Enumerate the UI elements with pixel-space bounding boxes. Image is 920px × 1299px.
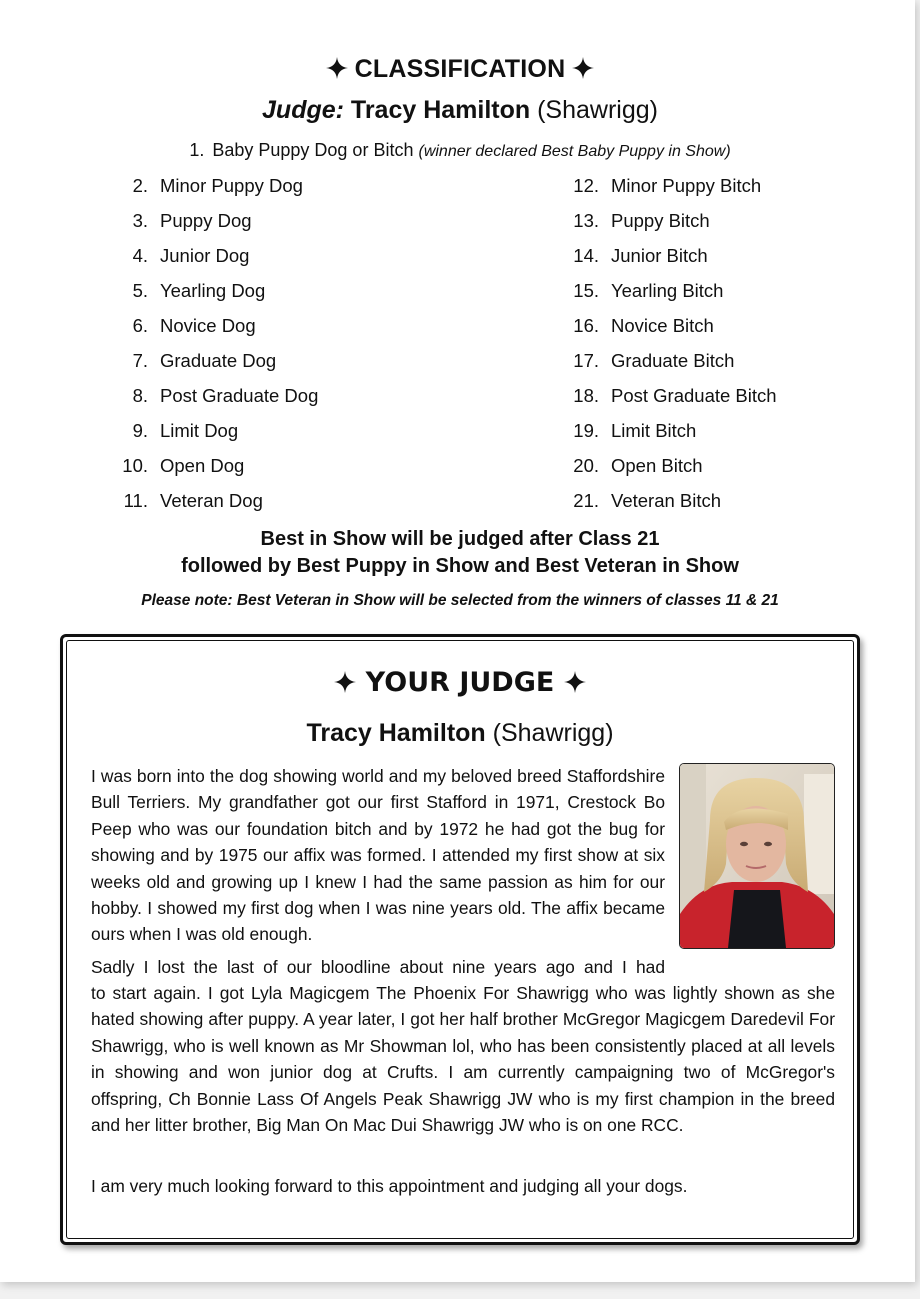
- class-number: 3.: [132, 210, 148, 231]
- class-name: Post Graduate Bitch: [611, 385, 777, 406]
- class-name: Open Dog: [160, 455, 245, 476]
- star-icon: [326, 57, 348, 79]
- class-name: Veteran Dog: [160, 490, 263, 511]
- class-number: 9.: [132, 420, 148, 441]
- class-name: Graduate Bitch: [611, 350, 735, 371]
- class-name: Graduate Dog: [160, 350, 277, 371]
- best-in-show-line-2: followed by Best Puppy in Show and Best Veteran in Show: [181, 555, 739, 577]
- class-name: Yearling Dog: [160, 280, 266, 301]
- class-item: [118, 343, 318, 378]
- class-name: Post Graduate Dog: [160, 385, 319, 406]
- class-item: [563, 308, 777, 343]
- classification-heading-text: CLASSIFICATION: [354, 55, 566, 83]
- class-number: 14.: [573, 245, 599, 266]
- class-name: Novice Bitch: [611, 315, 714, 336]
- class-number: 15.: [573, 280, 599, 301]
- bitch-classes-list: [563, 168, 777, 518]
- class-item: [563, 273, 777, 308]
- class-name: Novice Dog: [160, 315, 256, 336]
- your-judge-heading-text: YOUR JUDGE: [365, 667, 555, 698]
- judge-name: Tracy Hamilton: [306, 719, 486, 747]
- class-name: Puppy Bitch: [611, 210, 710, 231]
- class-item: [563, 168, 777, 203]
- star-icon: [564, 671, 586, 693]
- class-name: Junior Bitch: [611, 245, 708, 266]
- class-item: [563, 448, 777, 483]
- judge-photo: [679, 763, 835, 949]
- judge-bio-paragraph-3: I am very much looking forward to this appointment and judging all your dogs.: [91, 1176, 688, 1196]
- class-number: 18.: [573, 385, 599, 406]
- class-item: [118, 308, 318, 343]
- class-item: [118, 238, 318, 273]
- classification-heading: [0, 55, 920, 84]
- judge-name: Tracy Hamilton: [350, 96, 531, 124]
- judge-bio-paragraph-2-start: Sadly I lost the last of our bloodline about nine years ago and I had: [91, 957, 665, 977]
- class-number: 5.: [132, 280, 148, 301]
- class-item-1: [0, 140, 920, 161]
- classification-judge-line: [0, 96, 920, 125]
- class-item: [563, 483, 777, 518]
- your-judge-name-line: [63, 719, 857, 748]
- class-number: 16.: [573, 315, 599, 336]
- class-item: [118, 378, 318, 413]
- class-number: 7.: [132, 350, 148, 371]
- class-number: 17.: [573, 350, 599, 371]
- judge-bio-paragraph-1: I was born into the dog showing world and my beloved breed Staffordshire Bull Terriers. My grandfather got our first Stafford in 1971, Crestock Bo Peep who was our foundation bitch and by 1972 he had got the bug for showing and by 1975 our affix was formed. I attended my first show at six weeks old and growing up I knew I had the same passion as him for our hobby. I showed my first dog when I was nine years old. The affix became ours when I was old enough.: [91, 766, 665, 945]
- class-number: 8.: [132, 385, 148, 406]
- class-name: Limit Bitch: [611, 420, 697, 441]
- class-name: Veteran Bitch: [611, 490, 722, 511]
- class-item: [118, 203, 318, 238]
- class-number: 11.: [123, 490, 148, 511]
- class-number: 19.: [573, 420, 599, 441]
- class-name: Yearling Bitch: [611, 280, 724, 301]
- class-item: [563, 413, 777, 448]
- class-number: 13.: [573, 210, 599, 231]
- class-item: [563, 378, 777, 413]
- class-item: [563, 203, 777, 238]
- judge-bio-paragraph-2: to start again. I got Lyla Magicgem The Phoenix For Shawrigg who was lightly shown as she hated showing after puppy. A year later, I got her half brother McGregor Magicgem Daredevil For Shawrigg, who is well known as Mr Showman lol, who has been consistently placed at all levels in showing and won junior dog at Crufts. I am currently campaigning two of McGregor's offspring, Ch Bonnie Lass Of Angels Peak Shawrigg JW who is my first champion in the breed and her litter brother, Big Man On Mac Dui Shawrigg JW who is on one RCC.: [91, 983, 835, 1136]
- class-name: Baby Puppy Dog or Bitch: [212, 140, 414, 160]
- class-name: Puppy Dog: [160, 210, 252, 231]
- your-judge-panel: [60, 634, 860, 1245]
- class-item: [118, 273, 318, 308]
- class-number: 2.: [132, 175, 148, 196]
- class-name: Junior Dog: [160, 245, 250, 266]
- class-number: 20.: [573, 455, 599, 476]
- judge-kennel: (Shawrigg): [492, 719, 614, 747]
- class-number: 12.: [573, 175, 599, 196]
- class-note: (winner declared Best Baby Puppy in Show): [418, 143, 731, 160]
- class-name: Minor Puppy Bitch: [611, 175, 762, 196]
- judge-kennel: (Shawrigg): [537, 96, 658, 124]
- class-item: [118, 448, 318, 483]
- class-item: [563, 343, 777, 378]
- class-number: 6.: [132, 315, 148, 336]
- class-name: Minor Puppy Dog: [160, 175, 303, 196]
- veteran-note: Please note: Best Veteran in Show will be selected from the winners of classes 11 & 21: [141, 592, 779, 609]
- class-number: 21.: [573, 490, 599, 511]
- class-number: 4.: [132, 245, 148, 266]
- class-item: [118, 413, 318, 448]
- star-icon: [334, 671, 356, 693]
- your-judge-heading: [63, 667, 857, 698]
- class-name: Open Bitch: [611, 455, 703, 476]
- class-item: [563, 238, 777, 273]
- judge-label: Judge:: [262, 96, 344, 124]
- class-number: 1.: [189, 140, 205, 160]
- star-icon: [572, 57, 594, 79]
- class-number: 10.: [122, 455, 148, 476]
- class-item: [118, 168, 318, 203]
- best-in-show-line-1: Best in Show will be judged after Class 21: [260, 528, 660, 550]
- judge-photo-icon: [680, 764, 834, 948]
- class-name: Limit Dog: [160, 420, 239, 441]
- class-item: [118, 483, 318, 518]
- dog-classes-list: [118, 168, 318, 518]
